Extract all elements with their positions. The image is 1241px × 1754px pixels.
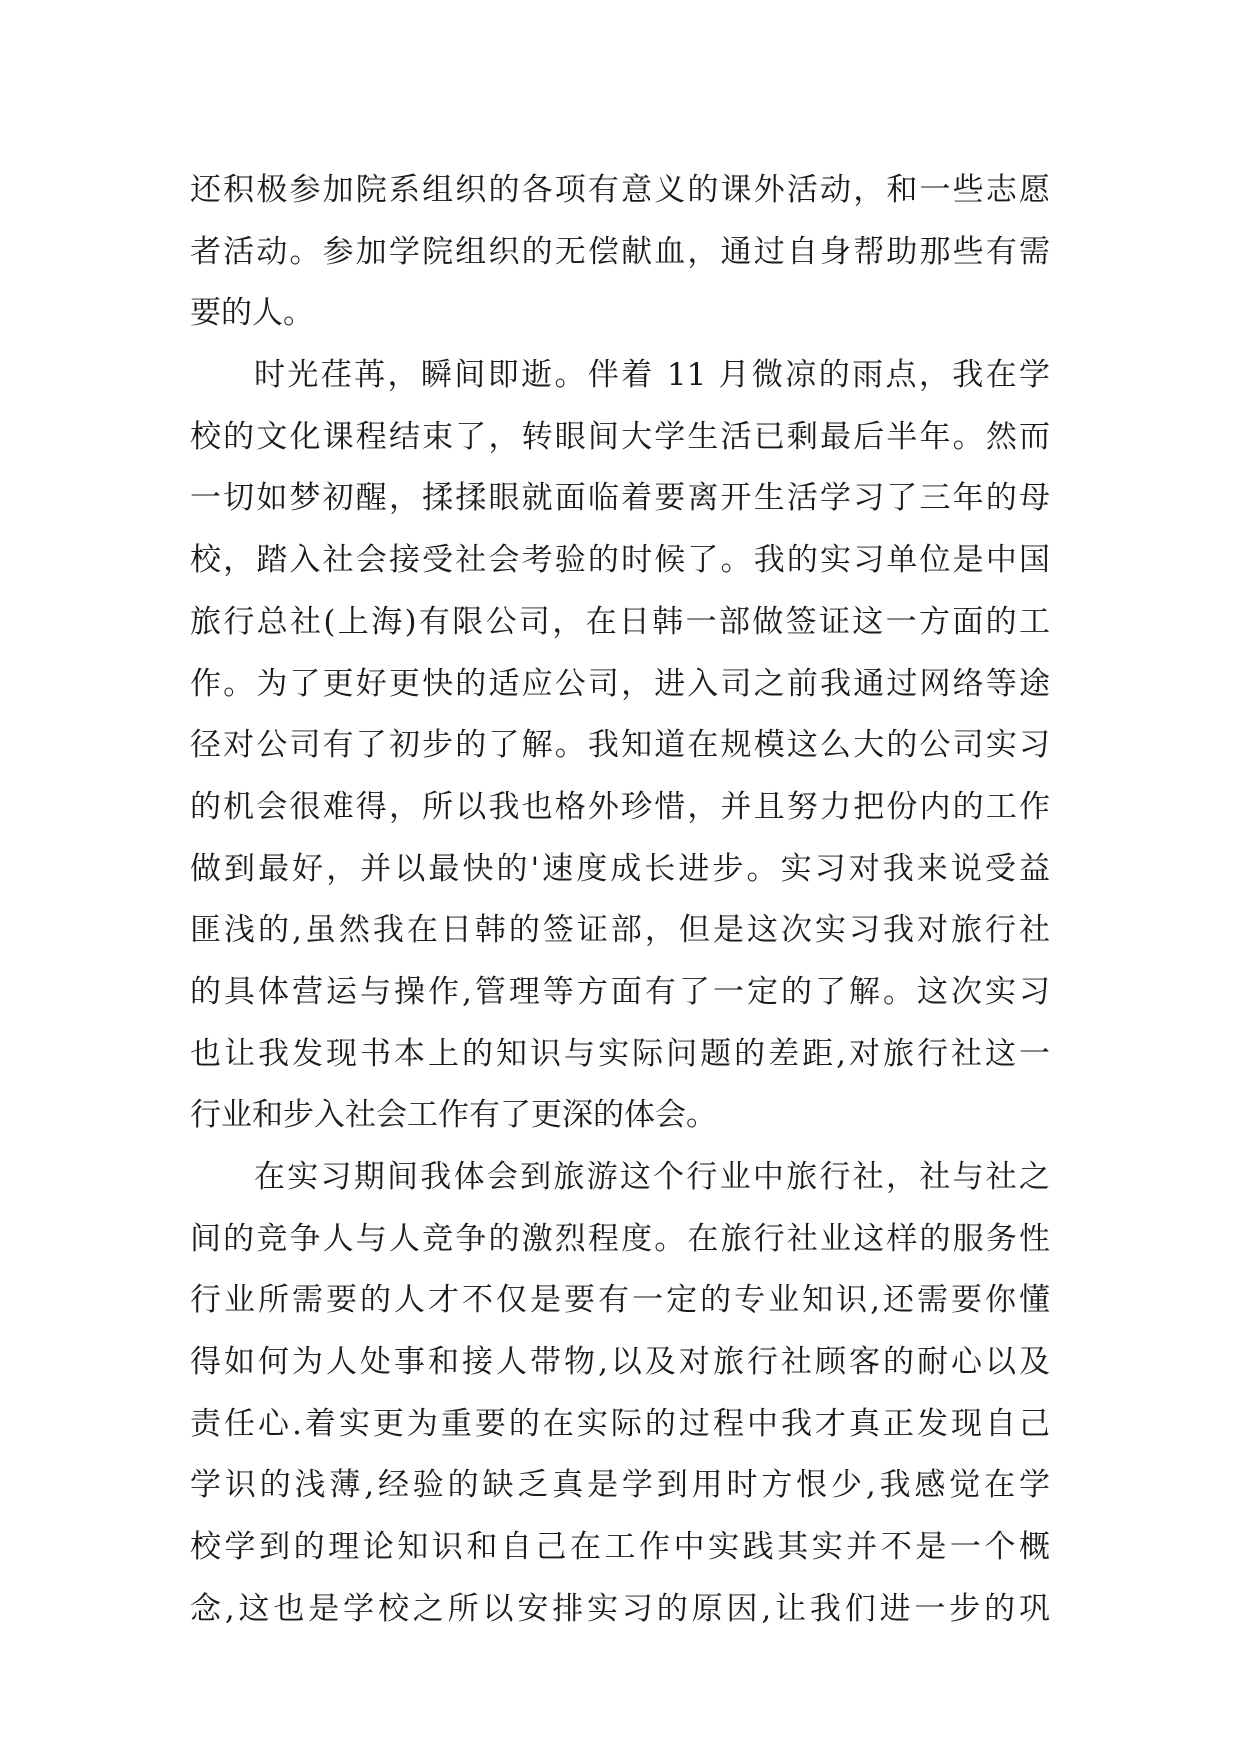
text-line: 的机会很难得，所以我也格外珍惜，并且努力把份内的工作 bbox=[190, 788, 1050, 825]
text-line: 行业所需要的人才不仅是要有一定的专业知识,还需要你懂 bbox=[190, 1282, 1050, 1319]
text-line: 作。为了更好更快的适应公司，进入司之前我通过网络等途 bbox=[190, 665, 1050, 702]
text-line: 旅行总社(上海)有限公司，在日韩一部做签证这一方面的工 bbox=[190, 603, 1050, 640]
text-line: 校的文化课程结束了，转眼间大学生活已剩最后半年。然而 bbox=[190, 418, 1050, 455]
text-line: 间的竞争人与人竞争的激烈程度。在旅行社业这样的服务性 bbox=[190, 1220, 1050, 1257]
text-line: 得如何为人处事和接人带物,以及对旅行社顾客的耐心以及 bbox=[190, 1344, 1050, 1381]
text-line: 径对公司有了初步的了解。我知道在规模这么大的公司实习 bbox=[190, 727, 1050, 764]
text-line: 的具体营运与操作,管理等方面有了一定的了解。这次实习 bbox=[190, 973, 1050, 1010]
paragraph-first-line: 时光荏苒，瞬间即逝。伴着 11 月微凉的雨点，我在学 bbox=[254, 357, 1050, 394]
text-line: 学识的浅薄,经验的缺乏真是学到用时方恨少,我感觉在学 bbox=[190, 1467, 1050, 1504]
text-line: 责任心.着实更为重要的在实际的过程中我才真正发现自己 bbox=[190, 1405, 1050, 1442]
text-line: 匪浅的,虽然我在日韩的签证部，但是这次实习我对旅行社 bbox=[190, 912, 1050, 949]
paragraph-first-line: 在实习期间我体会到旅游这个行业中旅行社，社与社之 bbox=[254, 1159, 1050, 1195]
body-text bbox=[190, 160, 1050, 1641]
text-line: 也让我发现书本上的知识与实际问题的差距,对旅行社这一 bbox=[190, 1035, 1050, 1072]
text-line: 校，踏入社会接受社会考验的时候了。我的实习单位是中国 bbox=[190, 542, 1050, 579]
text-line: 校学到的理论知识和自己在工作中实践其实并不是一个概 bbox=[190, 1529, 1050, 1566]
text-line: 念,这也是学校之所以安排实习的原因,让我们进一步的巩 bbox=[190, 1590, 1050, 1627]
text-line: 还积极参加院系组织的各项有意义的课外活动，和一些志愿 bbox=[190, 172, 1050, 208]
text-line: 要的人。 bbox=[190, 295, 314, 332]
text-line: 者活动。参加学院组织的无偿献血，通过自身帮助那些有需 bbox=[190, 233, 1050, 270]
text-line: 做到最好，并以最快的'速度成长进步。实习对我来说受益 bbox=[190, 850, 1050, 887]
text-line: 行业和步入社会工作有了更深的体会。 bbox=[190, 1097, 717, 1134]
text-line: 一切如梦初醒，揉揉眼就面临着要离开生活学习了三年的母 bbox=[190, 480, 1050, 517]
